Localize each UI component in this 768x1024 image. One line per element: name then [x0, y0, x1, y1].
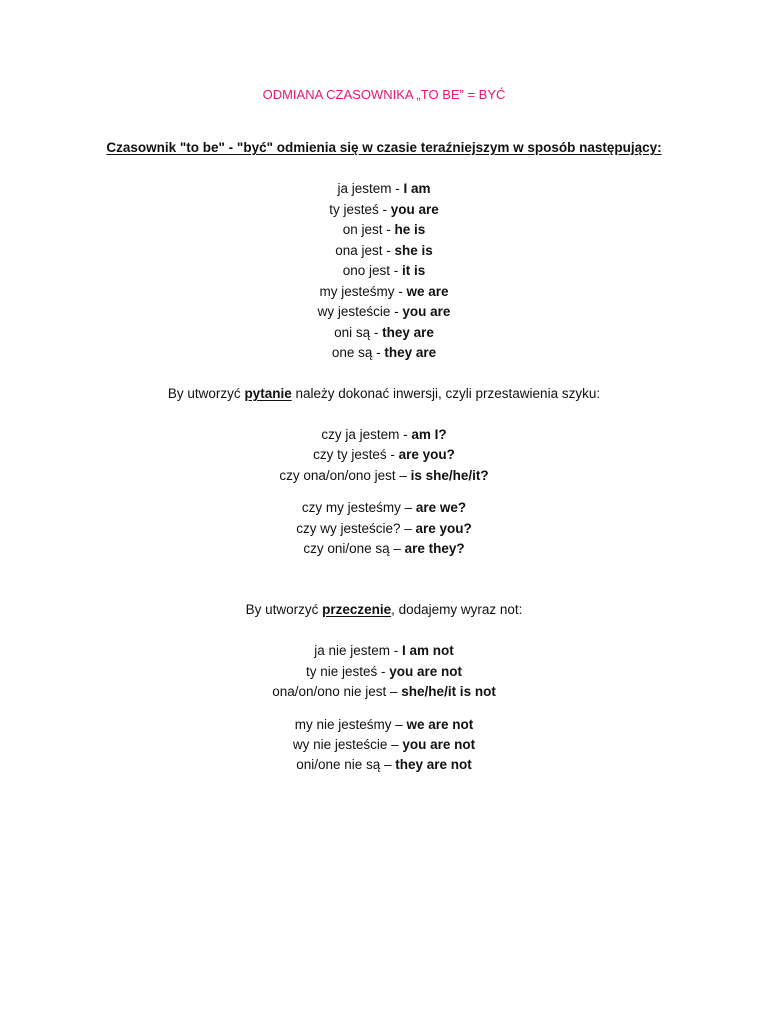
english-form: he is [394, 222, 426, 237]
polish-form: my nie jesteśmy – [294, 717, 407, 732]
intro-text: Czasownik "to be" - "być" odmienia się w czasie teraźniejszym w sposób następujący: [106, 140, 662, 155]
negation-row [0, 683, 768, 701]
english-form: it is [402, 263, 426, 278]
polish-form: on jest - [342, 222, 395, 237]
question-row [0, 540, 768, 558]
affirmative-row [0, 344, 768, 362]
affirmative-row [0, 262, 768, 280]
english-form: you are [390, 202, 439, 217]
affirmative-row [0, 283, 768, 301]
negation-row [0, 756, 768, 774]
negation-row [0, 642, 768, 660]
polish-form: my jesteśmy - [319, 284, 407, 299]
polish-form: czy ja jestem - [321, 427, 412, 442]
affirmative-row [0, 221, 768, 239]
polish-form: ono jest - [342, 263, 402, 278]
english-form: she/he/it is not [401, 684, 496, 699]
page-title [0, 86, 768, 104]
question-row [0, 426, 768, 444]
affirmative-row [0, 201, 768, 219]
negation-keyword: przeczenie [322, 602, 392, 617]
english-form: am I? [411, 427, 447, 442]
question-intro [0, 385, 768, 403]
english-form: I am not [402, 643, 454, 658]
polish-form: oni/one nie są – [296, 757, 396, 772]
english-form: is she/he/it? [410, 468, 489, 483]
polish-form: czy oni/one są – [303, 541, 405, 556]
polish-form: wy jesteście - [317, 304, 403, 319]
english-form: are we? [415, 500, 467, 515]
english-form: you are not [389, 664, 463, 679]
negation-row [0, 663, 768, 681]
page-title-text: ODMIANA CZASOWNIKA „TO BE” = BYĆ [262, 87, 506, 102]
english-form: are they? [404, 541, 465, 556]
question-row [0, 446, 768, 464]
polish-form: one są - [331, 345, 385, 360]
question-intro-before: By utworzyć [167, 386, 245, 401]
polish-form: wy nie jesteście – [292, 737, 403, 752]
english-form: I am [403, 181, 431, 196]
polish-form: ja jestem - [337, 181, 404, 196]
polish-form: czy my jesteśmy – [301, 500, 416, 515]
negation-row [0, 736, 768, 754]
english-form: we are not [406, 717, 474, 732]
polish-form: ona/on/ono nie jest – [272, 684, 402, 699]
polish-form: czy wy jesteście? – [296, 521, 416, 536]
english-form: they are [382, 325, 434, 340]
english-form: are you? [398, 447, 455, 462]
english-form: are you? [415, 521, 472, 536]
english-form: you are [402, 304, 451, 319]
affirmative-row [0, 303, 768, 321]
affirmative-row [0, 242, 768, 260]
question-row [0, 467, 768, 485]
negation-intro-after: , dodajemy wyraz not: [391, 602, 523, 617]
question-intro-after: należy dokonać inwersji, czyli przestawienia szyku: [291, 386, 601, 401]
polish-form: ja nie jestem - [314, 643, 403, 658]
negation-row [0, 716, 768, 734]
negation-intro [0, 601, 768, 619]
english-form: they are not [395, 757, 472, 772]
polish-form: czy ona/on/ono jest – [279, 468, 411, 483]
english-form: you are not [402, 737, 476, 752]
polish-form: ty jesteś - [329, 202, 391, 217]
question-row [0, 520, 768, 538]
english-form: they are [384, 345, 437, 360]
negation-intro-before: By utworzyć [245, 602, 323, 617]
polish-form: ona jest - [335, 243, 395, 258]
english-form: we are [406, 284, 449, 299]
question-keyword: pytanie [244, 386, 292, 401]
polish-form: czy ty jesteś - [313, 447, 399, 462]
polish-form: ty nie jesteś - [305, 664, 390, 679]
affirmative-row [0, 324, 768, 342]
question-row [0, 499, 768, 517]
affirmative-row [0, 180, 768, 198]
intro-line [0, 139, 768, 157]
polish-form: oni są - [334, 325, 383, 340]
english-form: she is [394, 243, 433, 258]
